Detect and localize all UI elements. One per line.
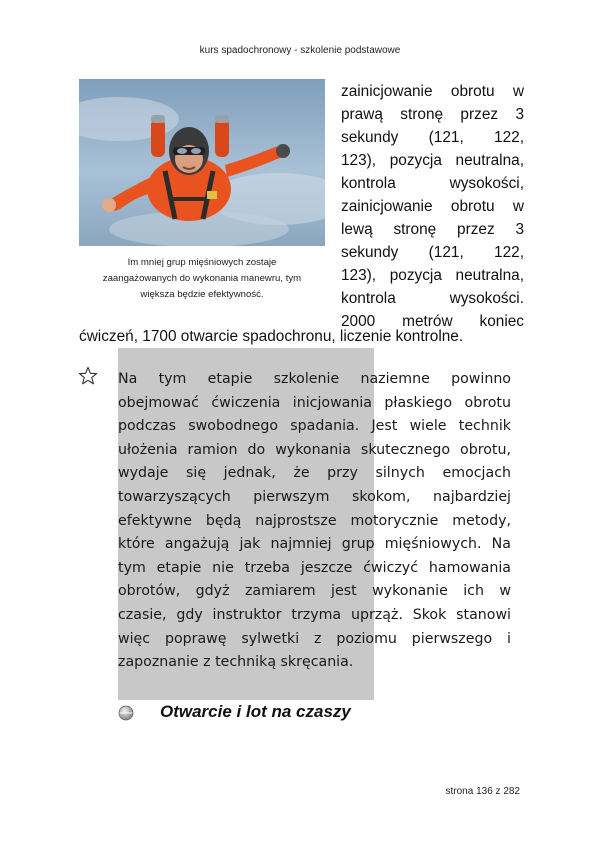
paragraph-line: towarzyszących pierwszym skokom, najbardziej	[118, 488, 511, 505]
paragraph-line: czasie, gdy instruktor trzyma uprząż. Skok stanowi	[118, 606, 511, 623]
page-number: strona 136 z 282	[445, 786, 520, 797]
paragraph-line: wydaje się jednak, że przy silnych emocjach	[118, 465, 511, 482]
side-text-line: kontrola wysokości.	[341, 290, 524, 307]
bullet-disc-icon	[118, 705, 134, 721]
paragraph-line: podczas swobodnego spadania. Jest wiele technik	[118, 418, 511, 435]
paragraph-line: obrotów, gdyż zamiarem jest wykonanie ich w	[118, 583, 511, 600]
paragraph-line: Na tym etapie szkolenie naziemne powinno	[118, 371, 511, 387]
continuation-line: ćwiczeń, 1700 otwarcie spadochronu, liczenie kontrolne.	[79, 328, 464, 345]
side-text-line: 123), pozycja neutralna,	[341, 267, 524, 284]
side-text-line: 123), pozycja neutralna,	[341, 152, 524, 169]
section-heading: Otwarcie i lot na czaszy	[160, 702, 351, 721]
side-text-line: zainicjowanie obrotu w	[341, 198, 524, 215]
paragraph-line: zapoznanie z techniką skręcania.	[118, 654, 354, 671]
side-text-line: lewą stronę przez 3	[341, 221, 524, 238]
side-text-line: 2000 metrów koniec	[341, 313, 524, 330]
side-text-line: sekundy (121, 122,	[341, 129, 524, 146]
page-header: kurs spadochronowy - szkolenie podstawowe	[199, 45, 401, 56]
side-text-line: zainicjowanie obrotu w	[341, 83, 524, 100]
side-text-line: prawą stronę przez 3	[341, 106, 524, 123]
caption-line: większa będzie efektywność.	[140, 289, 264, 300]
paragraph-line: efektywne będą najprostsze motorycznie metody,	[118, 512, 511, 529]
highlight-paragraph	[118, 368, 511, 675]
photo-caption	[79, 255, 325, 303]
skydiver-photo	[79, 79, 325, 246]
paragraph-line: tym etapie nie trzeba jeszcze ćwiczyć hamowania	[118, 559, 511, 576]
side-text-line: sekundy (121, 122,	[341, 244, 524, 261]
star-icon	[78, 366, 98, 386]
paragraph-line: więc poprawę sylwetki z poziomu pierwszego i	[118, 630, 511, 647]
paragraph-line: ułożenia ramion do wykonania skutecznego obrotu,	[118, 441, 511, 458]
paragraph-line: które angażują jak najmniej grup mięśniowych. Na	[118, 536, 511, 553]
caption-line: Im mniej grup mięśniowych zostaje	[127, 257, 277, 268]
caption-line: zaangażowanych do wykonania manewru, tym	[102, 273, 302, 284]
side-text-line: kontrola wysokości,	[341, 175, 524, 192]
side-text	[341, 80, 524, 333]
paragraph-line: obejmować ćwiczenia inicjowania płaskiego obrotu	[118, 394, 511, 411]
